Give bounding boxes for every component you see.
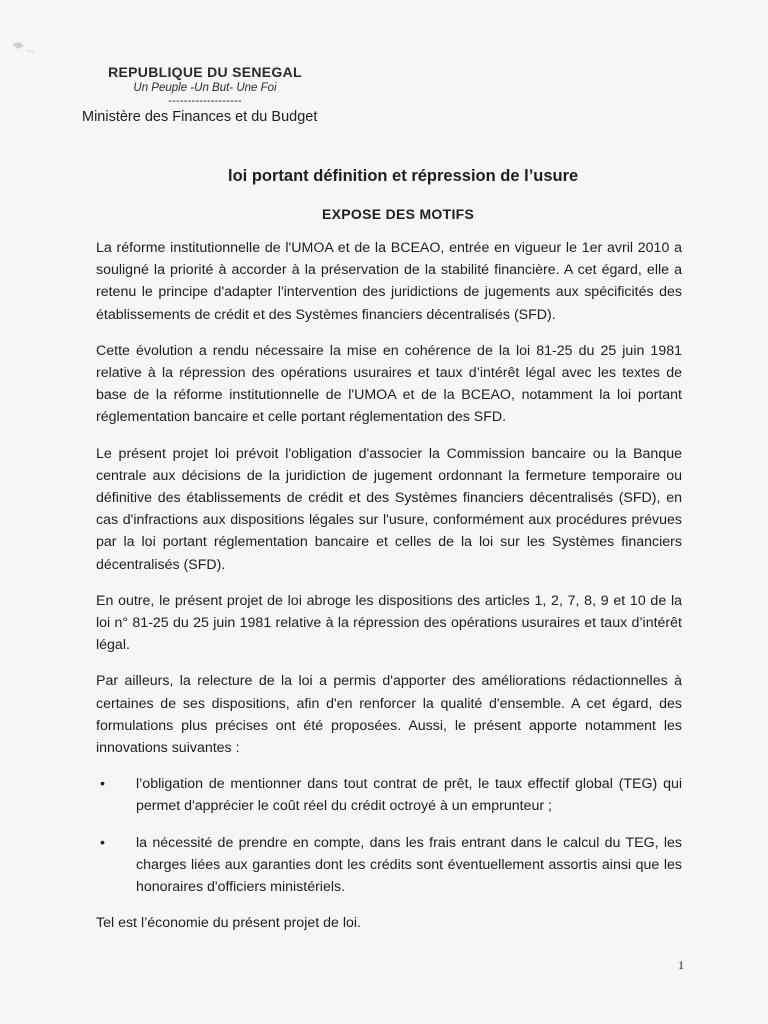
list-item xyxy=(96,832,682,899)
closing-sentence: Tel est l’économie du présent projet de loi. xyxy=(96,915,361,932)
list-item-text: l’obligation de mentionner dans tout contrat de prêt, le taux effectif global (TEG) qui permet d'apprécier le coût réel du crédit octroyé à un emprunteur ; xyxy=(136,776,682,815)
list-item-text: la nécessité de prendre en compte, dans les frais entrant dans le calcul du TEG, les charges liées aux garanties dont les crédits sont éventuellement assortis ainsi que les honoraires d'officiers ministériels. xyxy=(136,834,682,896)
bullet-icon: • xyxy=(100,834,105,851)
bullet-icon: • xyxy=(100,776,105,793)
paragraph: La réforme institutionnelle de l'UMOA et de la BCEAO, entrée en vigueur le 1er avril 2010 a souligné la priorité à accorder à la préservation de la stabilité financière. A cet égard, elle a retenu le principe d'adapter l'intervention des juridictions de jugements aux spécificités des établissements de crédit et des Systèmes financiers décentralisés (SFD). xyxy=(96,240,682,323)
document-header xyxy=(82,64,342,125)
document-body xyxy=(96,237,682,948)
section-title: EXPOSE DES MOTIFS xyxy=(322,206,475,222)
list-item xyxy=(96,773,682,817)
scan-mark xyxy=(10,40,36,54)
paragraph: Cette évolution a rendu nécessaire la mise en cohérence de la loi 81-25 du 25 juin 1981 relative à la répression des opérations usuraires et taux d’intérêt légal avec les textes de base de la réforme institutionnelle de l'UMOA et de la BCEAO, notamment la loi portant réglementation bancaire et celle portant réglementation des SFD. xyxy=(96,342,682,426)
national-motto: Un Peuple -Un But- Une Foi xyxy=(133,82,277,94)
republic-heading: REPUBLIQUE DU SENEGAL xyxy=(108,64,302,80)
paragraph: Le présent projet loi prévoit l'obligation d'associer la Commission bancaire ou la Banque centrale aux décisions de la juridiction de jugement ordonnant la fermeture temporaire ou définitive des établissements de crédit et des Systèmes financiers décentralisés (SFD), en cas d'infractions aux dispositions légales sur l'usure, conformément aux procédures prévues par la loi portant réglementation bancaire et celles de la loi sur les Systèmes financiers décentralisés (SFD). xyxy=(96,445,682,573)
paragraph: Par ailleurs, la relecture de la loi a permis d'apporter des améliorations rédactionnelles à certaines de ses dispositions, afin d'en renforcer la qualité d'ensemble. A cet égard, des formulations plus précises ont été proposées. Aussi, le présent apporte notamment les innovations suivantes : xyxy=(96,673,682,757)
ministry-name: Ministère des Finances et du Budget xyxy=(82,109,318,125)
header-separator: ------------------- xyxy=(168,95,242,107)
page-number: 1 xyxy=(678,958,684,972)
paragraph: En outre, le présent projet de loi abroge les dispositions des articles 1, 2, 7, 8, 9 et 10 de la loi n° 81-25 du 25 juin 1981 relative à la répression des opérations usuraires et taux d’intérêt légal. xyxy=(96,592,682,654)
document-title: loi portant définition et répression de l’usure xyxy=(228,167,579,185)
innovations-list xyxy=(96,773,682,898)
